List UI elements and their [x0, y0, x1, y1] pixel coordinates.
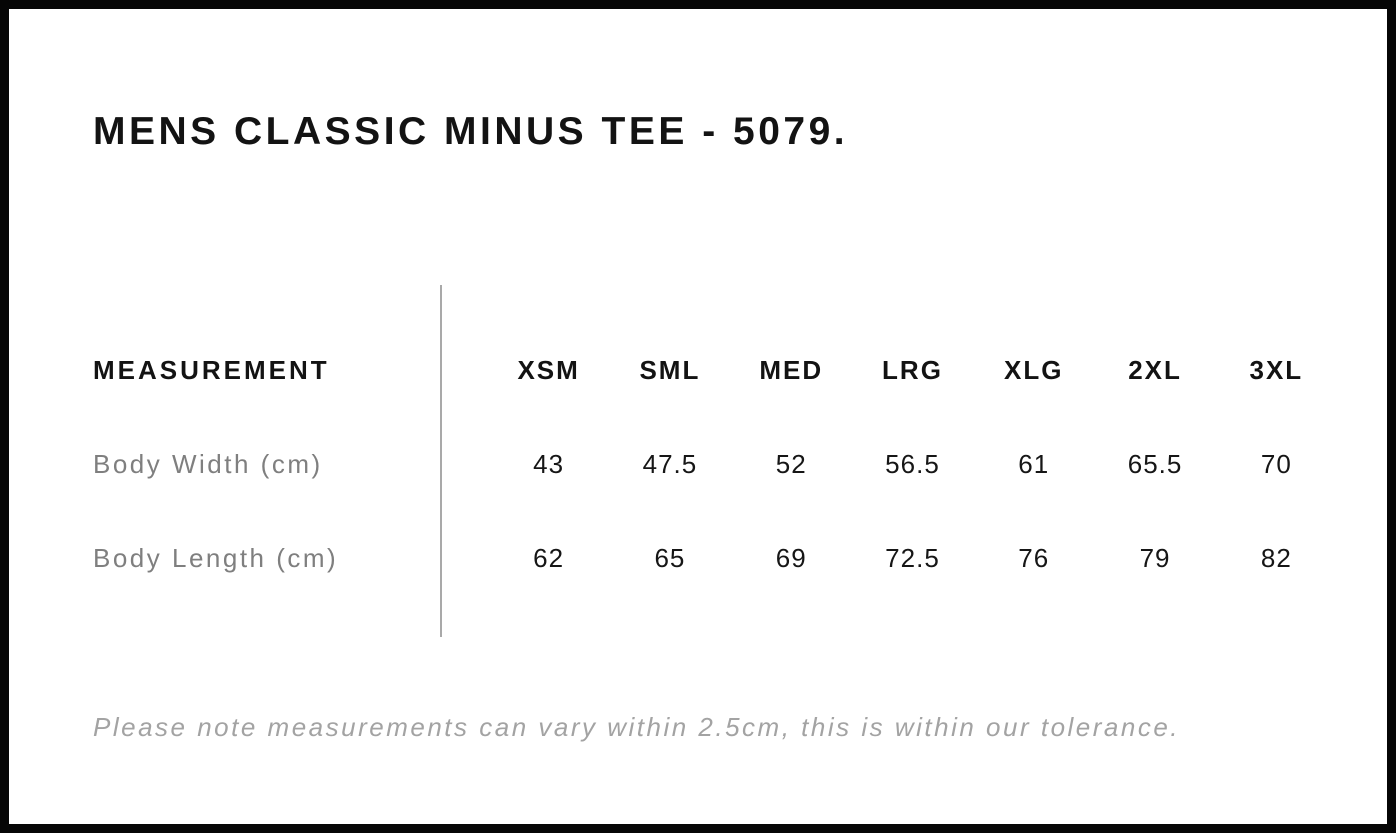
row-label-body-width: Body Width (cm) [93, 448, 323, 479]
size-chart-header-row [93, 348, 1337, 392]
size-header-cells [488, 355, 1337, 386]
body-width-xsm: 43 [533, 448, 565, 479]
body-width-xlg: 61 [1018, 448, 1050, 479]
body-width-med: 52 [775, 448, 807, 479]
body-length-3xl: 82 [1260, 542, 1292, 573]
size-header-xlg: XLG [1004, 354, 1064, 385]
body-length-xsm: 62 [533, 542, 565, 573]
body-length-xlg: 76 [1018, 542, 1050, 573]
body-length-lrg: 72.5 [885, 542, 940, 573]
size-header-3xl: 3XL [1249, 354, 1304, 385]
body-length-med: 69 [775, 542, 807, 573]
measurement-column-header: MEASUREMENT [93, 354, 330, 385]
size-header-med: MED [759, 354, 824, 385]
body-length-2xl: 79 [1139, 542, 1171, 573]
body-width-cells [488, 449, 1337, 480]
body-length-sml: 65 [654, 542, 686, 573]
body-width-2xl: 65.5 [1127, 448, 1183, 479]
body-width-3xl: 70 [1260, 448, 1292, 479]
size-header-2xl: 2XL [1128, 354, 1182, 385]
table-row-body-length [93, 536, 1337, 580]
tolerance-note: Please note measurements can vary within 2.5cm, this is within our tolerance. [93, 712, 1181, 742]
size-header-xsm: XSM [517, 354, 580, 385]
body-width-sml: 47.5 [642, 448, 698, 479]
size-header-lrg: LRG [882, 354, 943, 385]
size-guide-content [9, 9, 1387, 824]
size-header-sml: SML [639, 354, 701, 385]
table-row-body-width [93, 442, 1337, 486]
row-label-body-length: Body Length (cm) [93, 542, 339, 573]
body-width-lrg: 56.5 [885, 448, 940, 479]
page-title: MENS CLASSIC MINUS TEE - 5079. [93, 110, 849, 153]
body-length-cells [488, 543, 1337, 574]
